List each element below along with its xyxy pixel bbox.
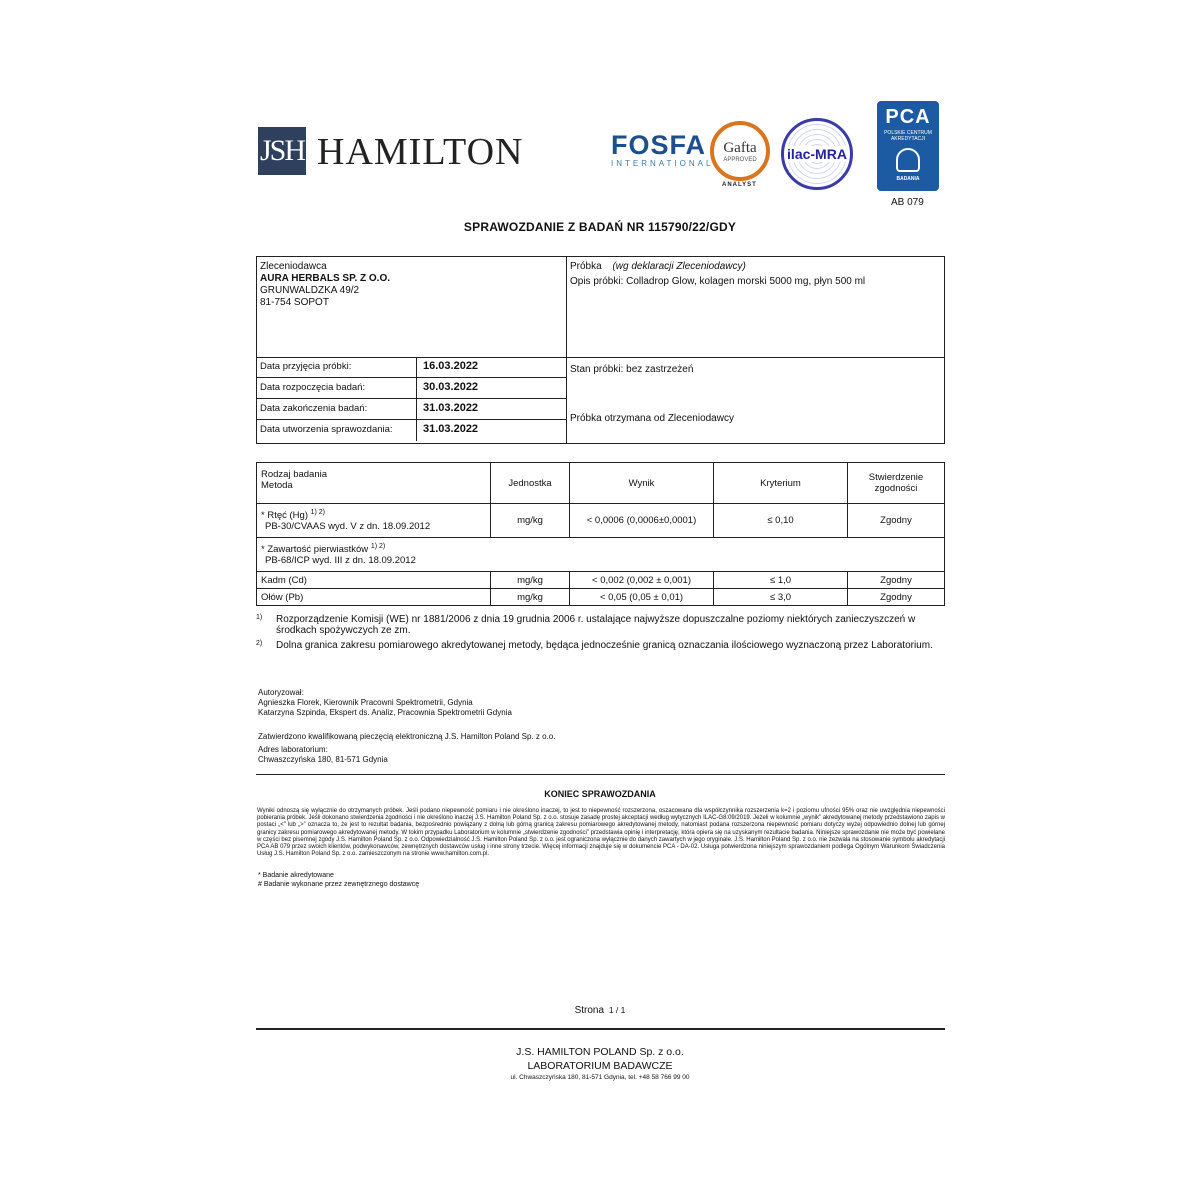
date-value: 31.03.2022 xyxy=(423,402,479,414)
client-sample-box xyxy=(256,256,945,444)
authorization-block xyxy=(258,688,512,718)
date-row xyxy=(257,420,566,441)
header-type: Rodzaj badania xyxy=(261,469,328,480)
element-conformity: Zgodny xyxy=(848,589,945,606)
report-title: SPRAWOZDANIE Z BADAŃ NR 115790/22/GDY xyxy=(463,220,737,234)
authorizer-1: Agnieszka Florek, Kierownik Pracowni Spektrometrii, Gdynia xyxy=(258,698,473,707)
header-conformity-line2: zgodności xyxy=(874,483,918,494)
date-label: Data utworzenia sprawozdania: xyxy=(257,420,417,441)
pca-logo-text: PCA xyxy=(885,106,931,128)
mercury-unit: mg/kg xyxy=(491,504,570,538)
gafta-logo-subtext: APPROVED xyxy=(723,156,757,163)
date-value: 16.03.2022 xyxy=(423,360,479,372)
element-name: Kadm (Cd) xyxy=(257,572,491,589)
legend-accredited: * Badanie akredytowane xyxy=(258,872,334,879)
mercury-result: < 0,0006 (0,0006±0,0001) xyxy=(570,504,714,538)
header-conformity xyxy=(848,463,945,504)
date-value: 30.03.2022 xyxy=(423,381,479,393)
mercury-refs: 1) 2) xyxy=(310,508,326,516)
lab-address-label: Adres laboratorium: xyxy=(258,745,328,754)
footer-contact: ul. Chwaszczyńska 180, 81-571 Gdynia, tel. +48 58 766 99 00 xyxy=(510,1074,690,1081)
footer-company: J.S. HAMILTON POLAND Sp. z o.o. xyxy=(516,1046,684,1058)
date-label: Data przyjęcia próbki: xyxy=(257,357,417,377)
legend-external: # Badanie wykonane przez zewnętrznego dostawcę xyxy=(258,881,420,888)
client-block xyxy=(260,261,390,309)
date-row xyxy=(257,357,566,378)
element-unit: mg/kg xyxy=(491,589,570,606)
authorization-label: Autoryzował: xyxy=(258,688,304,697)
header-criterion: Kryterium xyxy=(714,463,848,504)
client-name: AURA HERBALS SP. Z O.O. xyxy=(260,273,391,284)
sample-origin: Próbka otrzymana od Zleceniodawcy xyxy=(570,413,734,424)
footer-divider xyxy=(256,1028,945,1030)
element-result: < 0,002 (0,002 ± 0,001) xyxy=(570,572,714,589)
seal-statement: Zatwierdzono kwalifikowaną pieczęcią elektroniczną J.S. Hamilton Poland Sp. z o.o. xyxy=(258,732,556,741)
fosfa-logo xyxy=(611,130,714,168)
hamilton-logo-text: HAMILTON xyxy=(317,131,524,173)
ilac-mra-logo xyxy=(781,118,853,190)
pca-logo-subtext: POLSKIE CENTRUM AKREDYTACJI xyxy=(884,130,932,142)
elements-method: PB-68/ICP wyd. III z dn. 18.09.2012 xyxy=(265,555,416,567)
date-label: Data zakończenia badań: xyxy=(257,399,417,419)
date-row xyxy=(257,378,566,399)
element-criterion: ≤ 3,0 xyxy=(714,589,848,606)
accreditation-number: AB 079 xyxy=(891,197,924,208)
authorizer-2: Katarzyna Szpinda, Ekspert ds. Analiz, Pracownia Spektrometrii Gdynia xyxy=(258,708,512,717)
date-label: Data rozpoczęcia badań: xyxy=(257,378,417,398)
fine-print: Wyniki odnoszą się wyłącznie do otrzymanych próbek. Jeśli podano niepewność pomiaru i nie określono inaczej, to jest to niepewność rozszerzona, oszacowana dla współczynnika rozszerzenia k=2 i poziomu ufności 95% oraz nie uwzględnia niepewności pobierania próbek. Jeśli dokonano stwierdzenia zgodności i nie określono inaczej J.S. Hamilton Poland Sp. z o.o. stosuje zasadę prostej akceptacji według wytycznych ILAC-G8:09/2019. Jeżeli w kolumnie „wynik” akredytowanej metody przedstawiono zapis w postaci „<” lub „>” oznacza to, że jest to rezultat badania, bezpośrednio powiązany z dolną lub górną granicą zakresu pomiarowego akredytowanej metody, natomiast podana rozszerzona niepewność pomiaru dotyczy wyżej odpowiednio dolnej lub górnej granicy zakresu pomiarowego akredytowanej metody. W tokim przypadku Laboratorium w kolumnie „stwierdzenie zgodności” przedstawia opinię i interpretację, która opiera się na uzyskanym rezultacie badania. Niniejsze sprawozdanie nie może być powielane w części bez pisemnej zgody J.S. Hamilton Poland Sp. z o.o. Odpowiedzialność J.S. Hamilton Poland Sp. z o.o. jest ograniczona wyłącznie do danych zawartych w jego oryginale. J.S. Hamilton Poland Sp. z o.o. nie zezwala na stosowanie symbolu akredytacji PCA AB 079 przez swoich klientów, podwykonawców, zewnętrznych dostawców usług i inne strony trzecie. Więcej informacji znajduje się w dokumencie PCA - DA-02. Usługa potwierdzona niniejszym sprawozdaniem podlega Ogólnym Warunkom Świadczenia Usług J.S. Hamilton Poland Sp. z o.o. zamieszczonym na stronie www.hamilton.com.pl. xyxy=(257,808,945,858)
table-row xyxy=(257,538,945,572)
header-type-method xyxy=(257,463,491,504)
mercury-name: * Rtęć (Hg) xyxy=(261,510,308,522)
mercury-cell xyxy=(257,504,491,538)
table-row xyxy=(257,589,945,606)
page-number xyxy=(0,1005,1200,1016)
fosfa-logo-subtext: INTERNATIONAL xyxy=(611,159,714,168)
date-value: 31.03.2022 xyxy=(423,423,479,435)
header-method: Metoda xyxy=(261,480,293,491)
gafta-logo-text: Gafta xyxy=(723,139,757,156)
legend xyxy=(258,871,419,889)
footer-lab: LABORATORIUM BADAWCZE xyxy=(527,1060,673,1072)
page-value: 1 / 1 xyxy=(608,1005,626,1015)
footnote-number: 2) xyxy=(256,640,263,647)
footer xyxy=(0,1046,1200,1081)
elements-cell xyxy=(257,538,945,572)
header-unit: Jednostka xyxy=(491,463,570,504)
element-unit: mg/kg xyxy=(491,572,570,589)
footnote xyxy=(256,614,946,636)
mercury-method: PB-30/CVAAS wyd. V z dn. 18.09.2012 xyxy=(265,521,431,533)
gafta-logo xyxy=(710,121,770,181)
elements-name: * Zawartość pierwiastków xyxy=(261,544,369,556)
gafta-analyst-label: ANALYST xyxy=(722,182,757,188)
element-result: < 0,05 (0,05 ± 0,01) xyxy=(570,589,714,606)
table-row xyxy=(257,504,945,538)
footnote-text: Dolna granica zakresu pomiarowego akredytowanej metody, będąca jednocześnie granicą oznaczania ilościowego wyznaczoną przez Laboratorium. xyxy=(276,640,933,651)
header-result: Wynik xyxy=(570,463,714,504)
results-table xyxy=(256,462,945,606)
jsh-logo-mark: JSH xyxy=(258,127,306,175)
footnotes xyxy=(256,614,946,655)
footnote-number: 1) xyxy=(256,614,263,621)
sample-condition: Stan próbki: bez zastrzeżeń xyxy=(570,364,694,375)
lab-address-value: Chwaszczyńska 180, 81-571 Gdynia xyxy=(258,755,388,764)
flask-icon xyxy=(896,148,920,172)
end-of-report-title: KONIEC SPRAWOZDANIA xyxy=(544,789,656,799)
client-street: GRUNWALDZKA 49/2 xyxy=(260,285,360,296)
element-conformity: Zgodny xyxy=(848,572,945,589)
table-row xyxy=(257,572,945,589)
sample-note: (wg deklaracji Zleceniodawcy) xyxy=(612,261,746,272)
date-row xyxy=(257,399,566,420)
footnote xyxy=(256,640,946,651)
element-criterion: ≤ 1,0 xyxy=(714,572,848,589)
fosfa-logo-text: FOSFA xyxy=(611,130,707,160)
results-header-row xyxy=(257,463,945,504)
page-label: Strona xyxy=(574,1005,605,1016)
element-name: Ołów (Pb) xyxy=(257,589,491,606)
footnote-text: Rozporządzenie Komisji (WE) nr 1881/2006 z dnia 19 grudnia 2006 r. ustalające najwyższe dopuszczalne poziomy niektórych zanieczyszczeń w środkach spożywczych ze zm. xyxy=(276,614,916,636)
mercury-conformity: Zgodny xyxy=(848,504,945,538)
divider xyxy=(256,774,945,775)
header-conformity-line1: Stwierdzenie xyxy=(868,472,924,483)
sample-block xyxy=(570,261,865,288)
elements-refs: 1) 2) xyxy=(370,542,386,550)
sample-description: Opis próbki: Colladrop Glow, kolagen morski 5000 mg, płyn 500 ml xyxy=(570,276,866,287)
dates-table xyxy=(257,357,566,441)
client-label: Zleceniodawca xyxy=(260,261,327,272)
pca-logo xyxy=(877,101,939,191)
ilac-mra-text: ilac-MRA xyxy=(787,146,847,162)
mercury-criterion: ≤ 0,10 xyxy=(714,504,848,538)
sample-label: Próbka xyxy=(570,261,602,272)
pca-badania-label: BADANIA xyxy=(896,176,920,182)
client-city: 81-754 SOPOT xyxy=(260,297,329,308)
lab-address xyxy=(258,745,388,765)
